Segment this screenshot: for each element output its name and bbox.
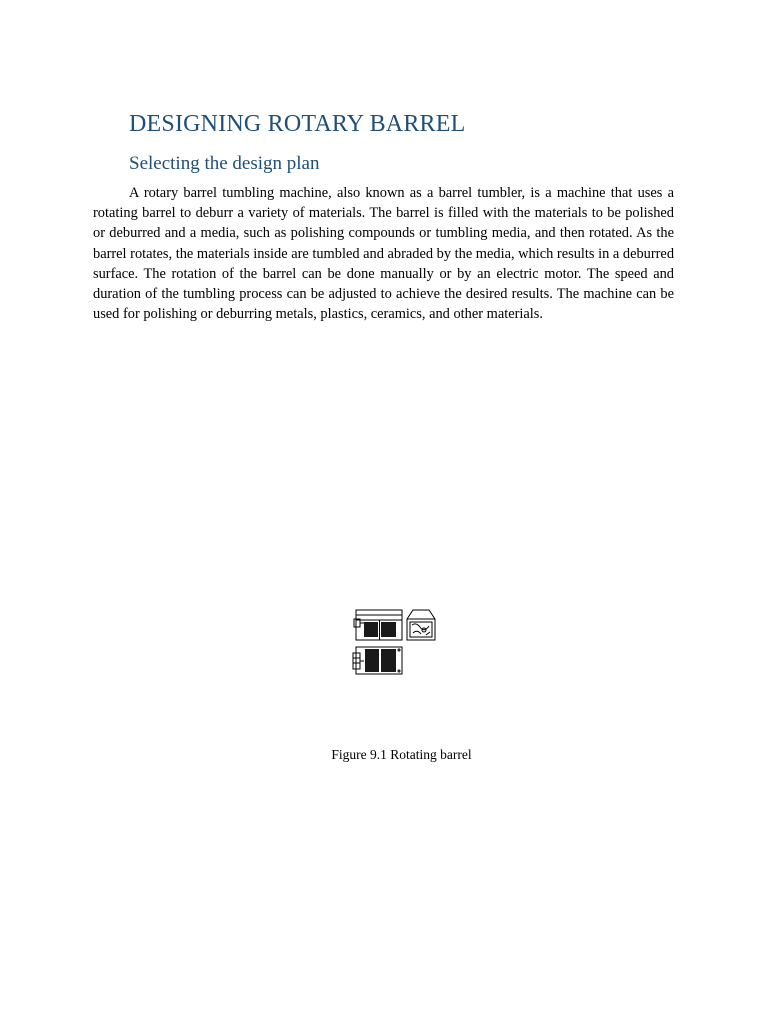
top-view-barrel-left [365,649,379,672]
top-view-barrel-right [381,649,396,672]
section-heading: Selecting the design plan [129,153,320,174]
figure-caption: Figure 9.1 Rotating barrel [331,747,472,762]
chapter-title: DESIGNING ROTARY BARREL [129,111,466,137]
rotating-barrel-figure [350,603,440,681]
side-view-frame [407,610,435,640]
front-view-barrel-right [381,622,396,637]
body-paragraph: A rotary barrel tumbling machine, also known as a barrel tumbler, is a machine that uses a rotating barrel to deburr a variety of materials. The barrel is filled with the materials to be polished or deburred and a media, such as polishing compounds or tumbling media, and then rotated. As the barrel rotates, the materials inside are tumbled and abraded by the media, which results in a deburred surface. The rotation of the barrel can be done manually or by an electric motor. The speed and duration of the tumbling process can be adjusted to achieve the desired results. The machine can be used for polishing or deburring metals, plastics, ceramics, and other materials. [93,185,675,323]
front-view-barrel-left [364,622,378,637]
rotating-barrel-drawing [350,603,440,681]
